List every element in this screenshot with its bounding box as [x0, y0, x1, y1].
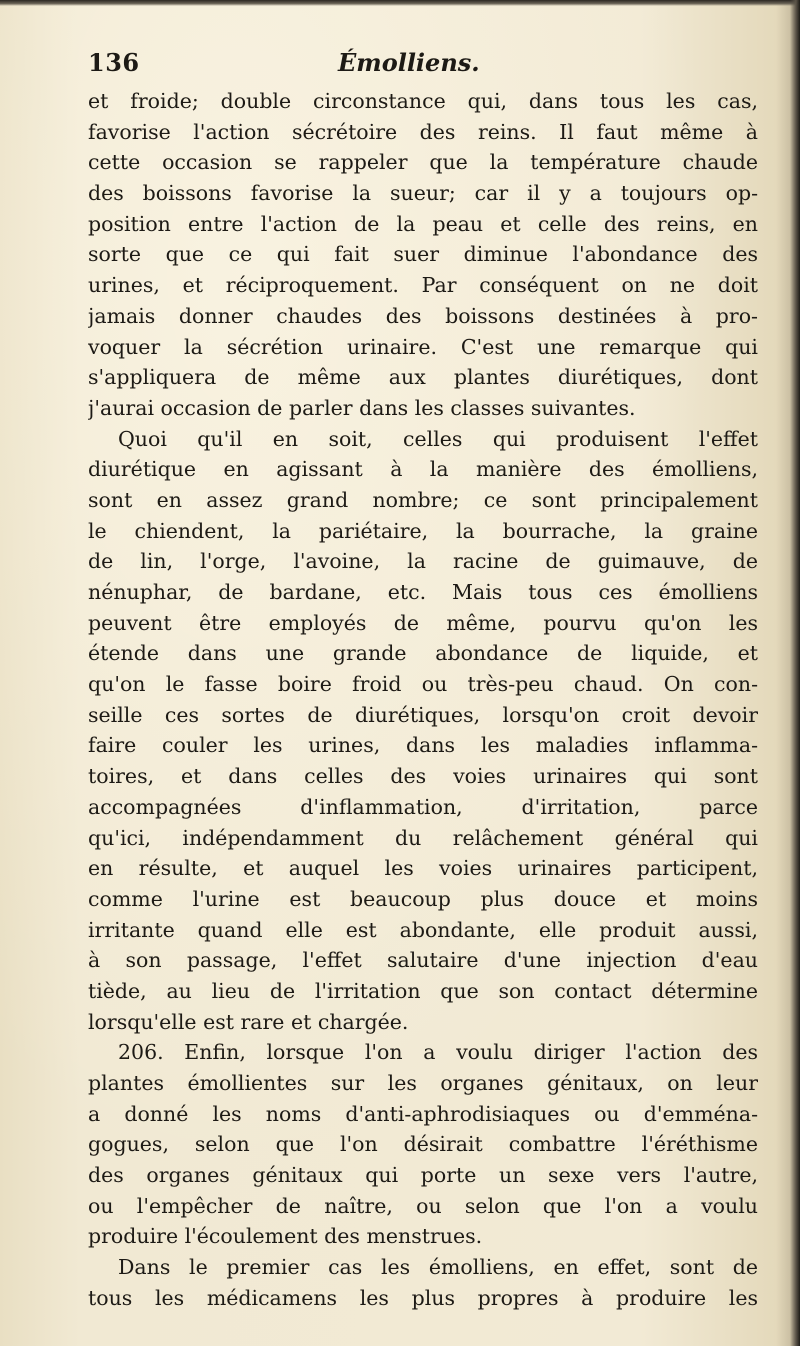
- text-line: à son passage, l'effet salutaire d'une injection d'eau: [88, 948, 758, 973]
- text-line: voquer la sécrétion urinaire. C'est une remarque qui: [88, 334, 758, 359]
- text-line: faire couler les urines, dans les maladies inflamma-: [88, 733, 758, 758]
- text-line: sont en assez grand nombre; ce sont principalement: [88, 487, 758, 512]
- text-line: et froide; double circonstance qui, dans tous les cas,: [88, 89, 758, 113]
- text-line: en résulte, et auquel les voies urinaires participent,: [88, 856, 758, 881]
- paragraph-first-line: 206. Enfin, lorsque l'on a voulu diriger l'action des: [118, 1040, 758, 1065]
- text-line: qu'ici, indépendamment du relâchement général qui: [88, 825, 758, 850]
- text-line: diurétique en agissant à la manière des émolliens,: [88, 457, 758, 482]
- text-line: lorsqu'elle est rare et chargée.: [88, 1009, 409, 1034]
- page-header: [88, 44, 758, 84]
- text-line: comme l'urine est beaucoup plus douce et moins: [88, 886, 758, 911]
- text-line: plantes émollientes sur les organes génitaux, on leur: [88, 1071, 758, 1095]
- text-line: urines, et réciproquement. Par conséquent on ne doit: [88, 273, 758, 298]
- text-line: nénuphar, de bardane, etc. Mais tous ces émolliens: [88, 580, 758, 604]
- text-line: cette occasion se rappeler que la température chaude: [88, 150, 758, 175]
- text-line: irritante quand elle est abondante, elle produit aussi,: [88, 917, 758, 942]
- text-line: produire l'écoulement des menstrues.: [88, 1224, 483, 1249]
- text-line: des boissons favorise la sueur; car il y a toujours op-: [88, 181, 758, 206]
- text-line: qu'on le fasse boire froid ou très-peu chaud. On con-: [88, 672, 758, 697]
- page-number: 136: [88, 48, 140, 77]
- text-line: étende dans une grande abondance de liquide, et: [88, 641, 758, 666]
- text-line: tous les médicamens les plus propres à produire les: [88, 1285, 758, 1310]
- text-line: accompagnées d'inflammation, d'irritation, parce: [88, 794, 758, 819]
- paragraph-first-line: Dans le premier cas les émolliens, en effet, sont de: [118, 1255, 758, 1280]
- text-line: s'appliquera de même aux plantes diurétiques, dont: [88, 365, 758, 390]
- text-line: des organes génitaux qui porte un sexe vers l'autre,: [88, 1163, 758, 1188]
- text-line: a donné les noms d'anti-aphrodisiaques ou d'emména-: [88, 1101, 758, 1126]
- text-line: de lin, l'orge, l'avoine, la racine de guimauve, de: [88, 549, 758, 574]
- text-line: tiède, au lieu de l'irritation que son contact détermine: [88, 978, 758, 1003]
- page-top-edge: [0, 0, 800, 6]
- paragraph-first-line: Quoi qu'il en soit, celles qui produisent l'effet: [118, 426, 758, 451]
- text-line: seille ces sortes de diurétiques, lorsqu'on croit devoir: [88, 702, 758, 727]
- body-text: [88, 86, 758, 1314]
- text-line: ou l'empêcher de naître, ou selon que l'on a voulu: [88, 1193, 758, 1218]
- text-line: gogues, selon que l'on désirait combattre l'éréthisme: [88, 1132, 758, 1157]
- text-line: peuvent être employés de même, pourvu qu'on les: [88, 610, 758, 635]
- text-line: j'aurai occasion de parler dans les classes suivantes.: [88, 395, 636, 420]
- text-line: sorte que ce qui fait suer diminue l'abondance des: [88, 242, 758, 267]
- text-line: jamais donner chaudes des boissons destinées à pro-: [88, 303, 758, 328]
- page-binding-edge: [790, 0, 800, 1346]
- running-title: Émolliens.: [338, 48, 480, 77]
- text-line: favorise l'action sécrétoire des reins. Il faut même à: [88, 119, 758, 144]
- text-line: le chiendent, la pariétaire, la bourrache, la graine: [88, 518, 758, 543]
- text-line: position entre l'action de la peau et celle des reins, en: [88, 211, 758, 236]
- text-line: toires, et dans celles des voies urinaires qui sont: [88, 764, 758, 789]
